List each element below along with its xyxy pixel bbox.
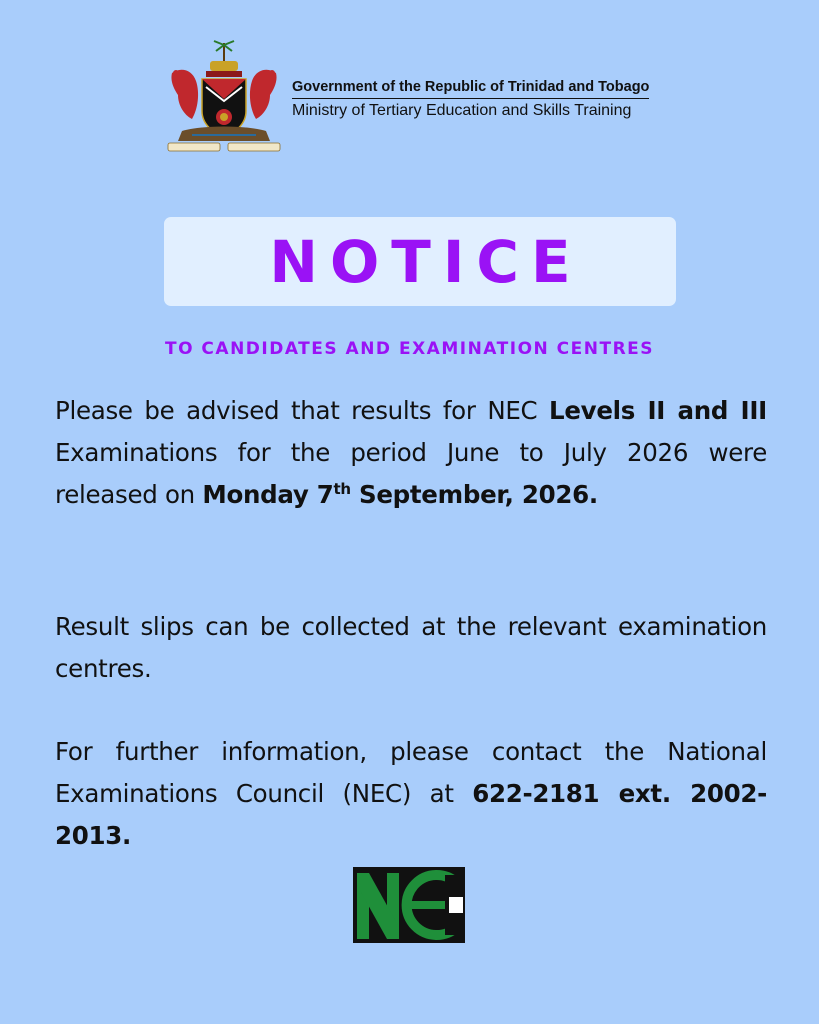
- p1-text-c: Examinations for the period June to July 2026 were released on: [55, 438, 767, 509]
- contact-phone: 622-2181 ext. 2002-2013.: [55, 779, 767, 850]
- p1-levels: Levels II and III: [549, 396, 767, 425]
- results-release-paragraph: [55, 390, 767, 516]
- p1-date-rest: September, 2026.: [350, 480, 598, 509]
- p3-text-a: For further information, please contact the National Examinations Council (NEC) at: [55, 737, 767, 808]
- contact-paragraph: [55, 731, 767, 857]
- notice-subtitle: TO CANDIDATES AND EXAMINATION CENTRES: [164, 339, 655, 359]
- ministry-title-block: [292, 76, 649, 120]
- p1-text-a: Please be advised that results for NEC: [55, 396, 550, 425]
- collection-paragraph: Result slips can be collected at the relevant examination centres.: [55, 612, 767, 683]
- coat-of-arms-icon: [162, 39, 286, 157]
- ministry-name: Ministry of Tertiary Education and Skills Training: [292, 102, 632, 119]
- ministry-header: [162, 38, 682, 158]
- notice-title: NOTICE: [269, 227, 583, 296]
- government-name: Government of the Republic of Trinidad and Tobago: [292, 79, 649, 99]
- notice-banner: [164, 217, 676, 306]
- p1-date-suffix: th: [333, 479, 351, 498]
- p1-date-day: Monday 7: [202, 480, 334, 509]
- nec-logo-icon: [353, 867, 465, 943]
